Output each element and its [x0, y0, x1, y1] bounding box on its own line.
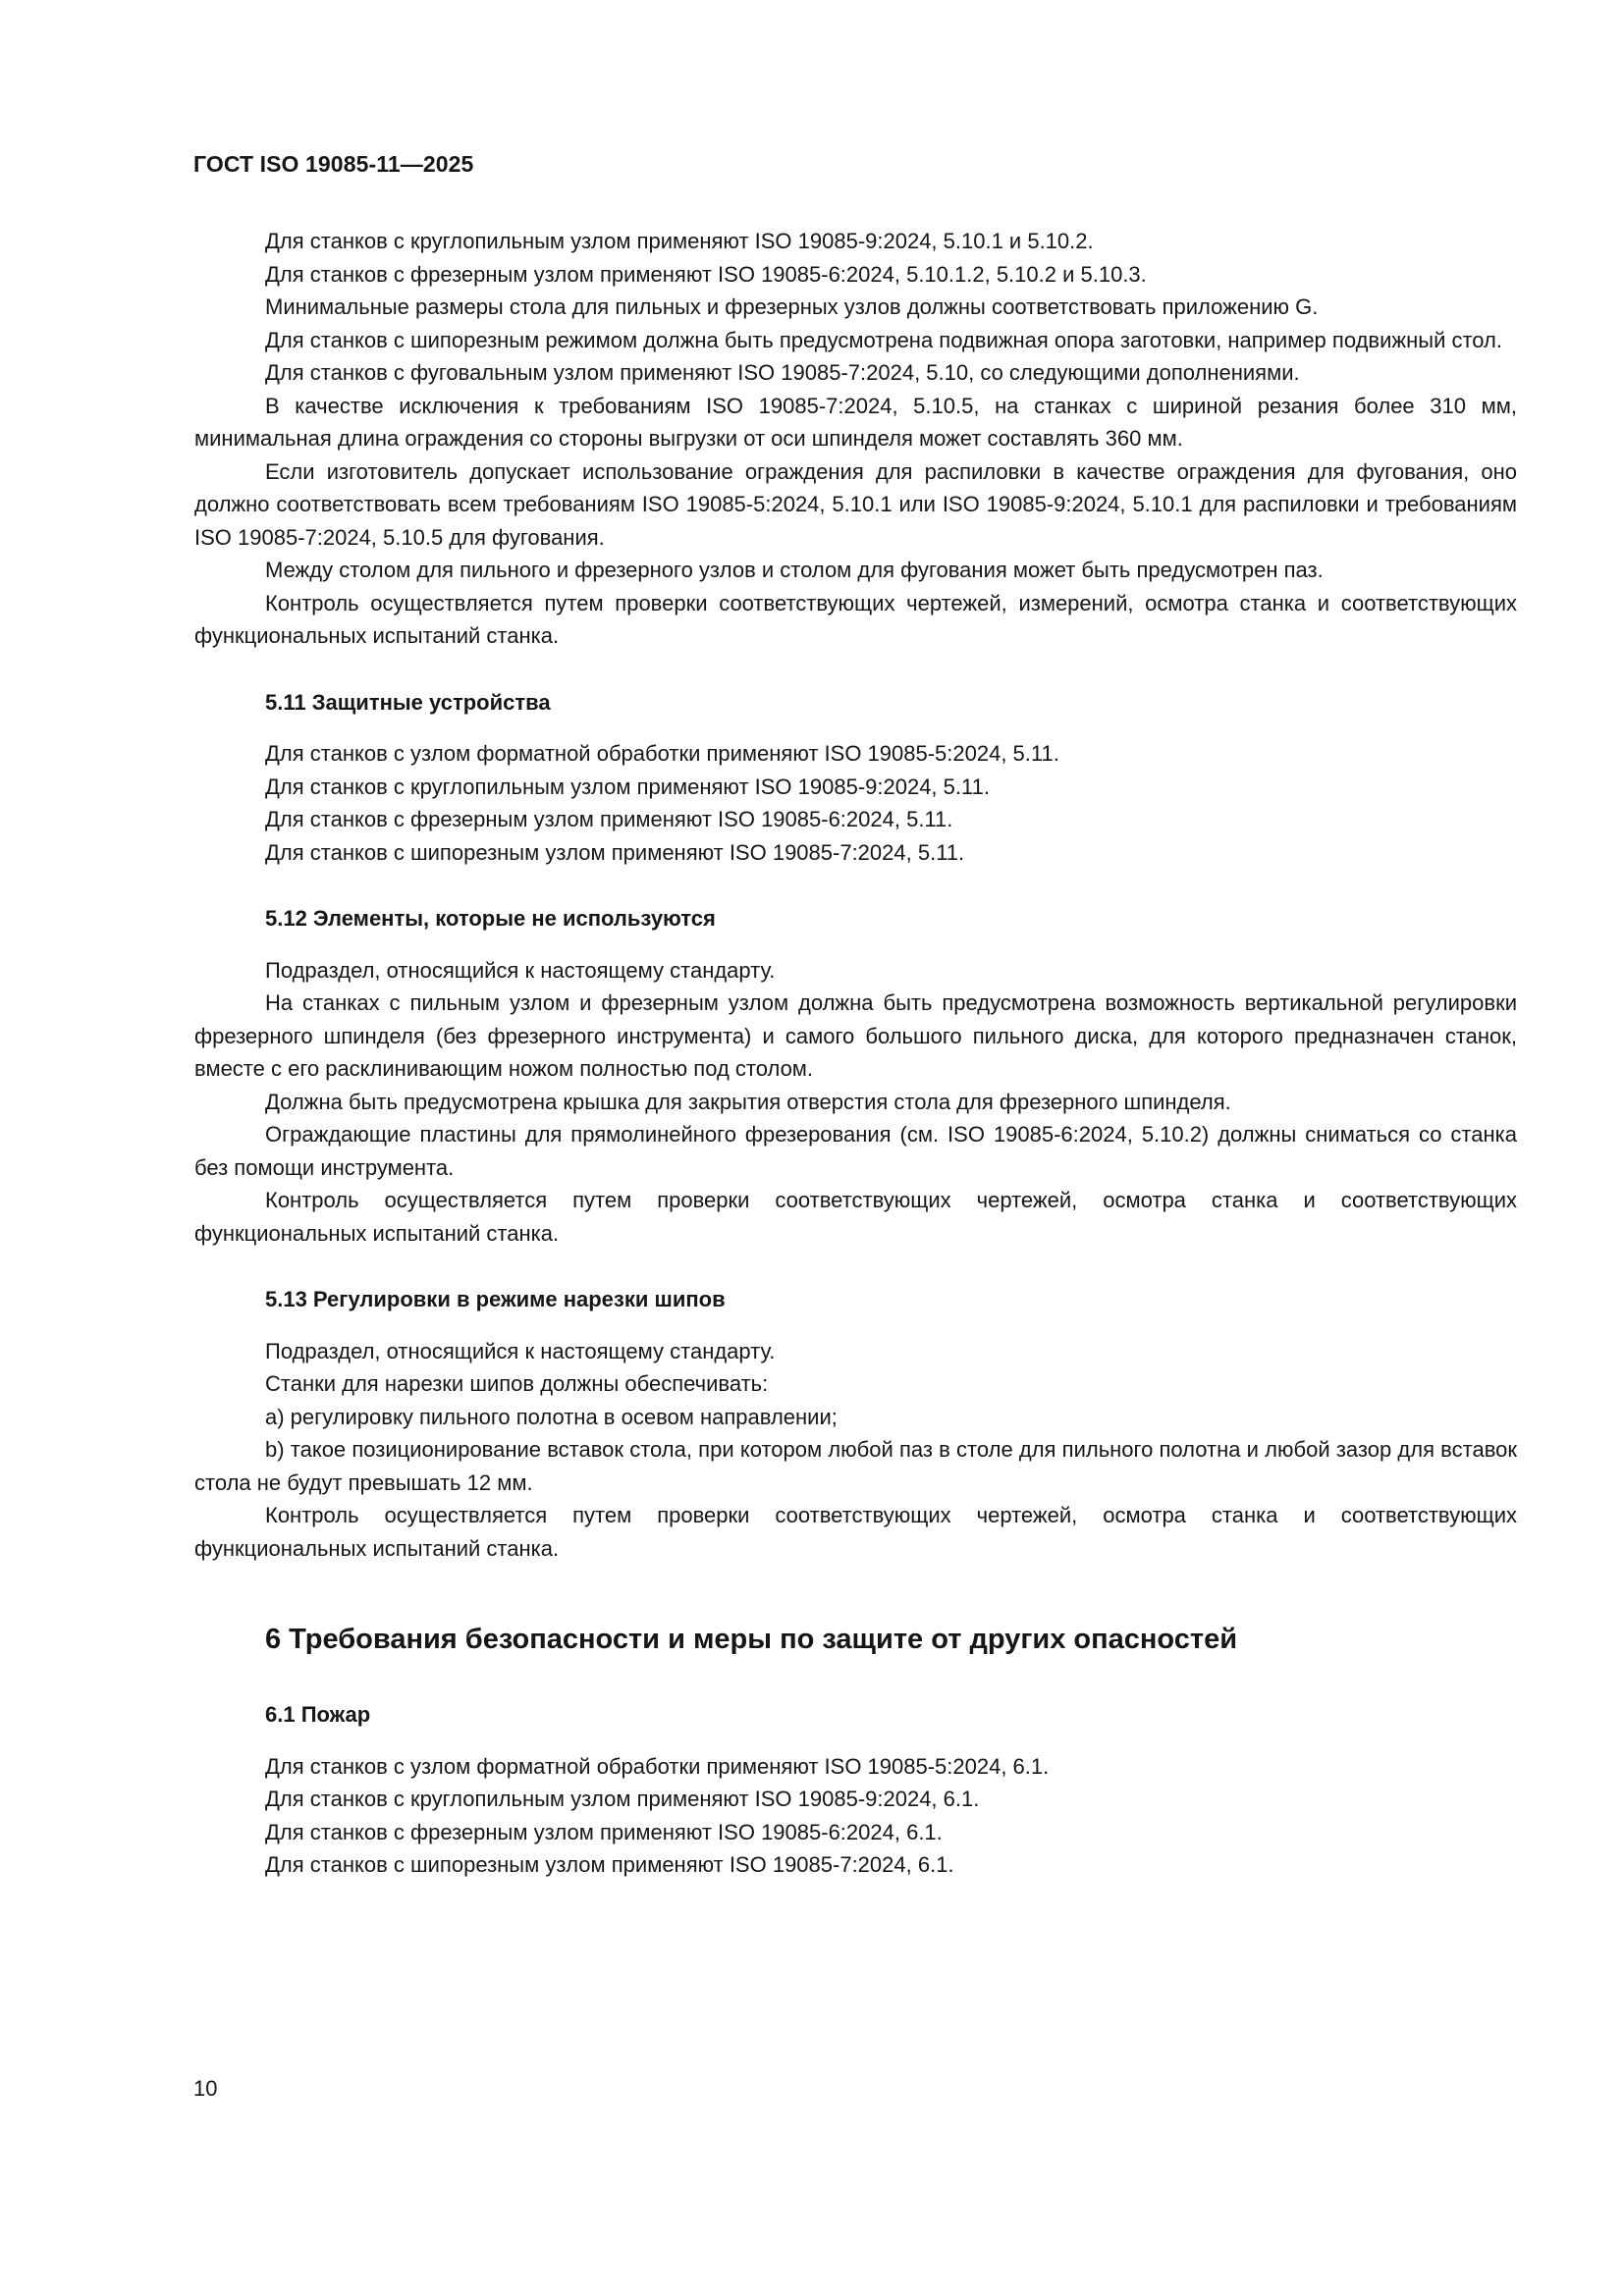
paragraph: Для станков с узлом форматной обработки применяют ISO 19085-5:2024, 5.11. — [265, 741, 1059, 766]
paragraph: Если изготовитель допускает использование ограждения для распиловки в качестве ограждения для фугования, оно должно соответствовать всем требованиям ISO 19085-5:2024, 5.10.1 или ISO 19085-9:2024, 5.10.1 для распиловки и требованиям ISO 19085-7:2024, 5.10.5 для фугования. — [194, 458, 1517, 550]
page-number: 10 — [193, 2076, 218, 2101]
section-heading-5-13: 5.13 Регулировки в режиме нарезки шипов — [265, 1287, 726, 1311]
paragraph: Для станков с шипорезным режимом должна быть предусмотрена подвижная опора заготовки, например подвижный стол. — [265, 327, 1502, 352]
section-heading-6: 6 Требования безопасности и меры по защите от других опасностей — [265, 1624, 1238, 1655]
paragraph: Минимальные размеры стола для пильных и фрезерных узлов должны соответствовать приложению G. — [265, 294, 1319, 319]
paragraph: Для станков с фрезерным узлом применяют ISO 19085-6:2024, 6.1. — [265, 1819, 943, 1844]
document-body — [194, 225, 1517, 1882]
paragraph: Для станков с круглопильным узлом применяют ISO 19085-9:2024, 5.11. — [265, 774, 990, 799]
paragraph: Станки для нарезки шипов должны обеспечивать: — [265, 1371, 769, 1396]
paragraph: Для станков с круглопильным узлом применяют ISO 19085-9:2024, 6.1. — [265, 1787, 980, 1811]
section-heading-5-11: 5.11 Защитные устройства — [265, 689, 551, 715]
paragraph: Для станков с фрезерным узлом применяют ISO 19085-6:2024, 5.10.1.2, 5.10.2 и 5.10.3. — [265, 261, 1147, 287]
list-item-a: a) регулировку пильного полотна в осевом направлении; — [265, 1404, 838, 1429]
paragraph: Между столом для пильного и фрезерного узлов и столом для фугования может быть предусмотрен паз. — [265, 558, 1324, 582]
section-heading-5-12: 5.12 Элементы, которые не используются — [265, 906, 716, 931]
paragraph: Должна быть предусмотрена крышка для закрытия отверстия стола для фрезерного шпинделя. — [265, 1089, 1231, 1114]
paragraph: Контроль осуществляется путем проверки соответствующих чертежей, осмотра станка и соответствующих функциональных испытаний станка. — [194, 1503, 1517, 1561]
document-header: ГОСТ ISO 19085-11—2025 — [193, 151, 474, 177]
paragraph: Для станков с круглопильным узлом применяют ISO 19085-9:2024, 5.10.1 и 5.10.2. — [265, 229, 1094, 253]
paragraph: Контроль осуществляется путем проверки соответствующих чертежей, измерений, осмотра станка и соответствующих функциональных испытаний станка. — [194, 590, 1517, 648]
paragraph: В качестве исключения к требованиям ISO 19085-7:2024, 5.10.5, на станках с шириной резания более 310 мм, минимальная длина ограждения со стороны выгрузки от оси шпинделя может составлять 360 мм. — [194, 393, 1517, 451]
paragraph: На станках с пильным узлом и фрезерным узлом должна быть предусмотрена возможность вертикальной регулировки фрезерного шпинделя (без фрезерного инструмента) и самого большого пильного диска, для которого предназначен станок, вместе с его расклинивающим ножом полностью под столом. — [194, 990, 1517, 1081]
paragraph: Для станков с узлом форматной обработки применяют ISO 19085-5:2024, 6.1. — [265, 1753, 1050, 1779]
paragraph: Ограждающие пластины для прямолинейного фрезерования (см. ISO 19085-6:2024, 5.10.2) должны сниматься со станка без помощи инструмента. — [194, 1122, 1517, 1180]
paragraph: Для станков с шипорезным узлом применяют ISO 19085-7:2024, 5.11. — [265, 839, 965, 865]
paragraph: Контроль осуществляется путем проверки соответствующих чертежей, осмотра станка и соответствующих функциональных испытаний станка. — [194, 1188, 1517, 1246]
section-heading-6-1: 6.1 Пожар — [265, 1702, 371, 1727]
list-item-b: b) такое позиционирование вставок стола, при котором любой паз в столе для пильного полотна и любой зазор для вставок стола не будут превышать 12 мм. — [194, 1437, 1517, 1495]
paragraph: Подраздел, относящийся к настоящему стандарту. — [265, 957, 776, 983]
paragraph: Для станков с фуговальным узлом применяют ISO 19085-7:2024, 5.10, со следующими дополнениями. — [265, 360, 1300, 385]
paragraph: Для станков с фрезерным узлом применяют ISO 19085-6:2024, 5.11. — [265, 807, 953, 831]
paragraph: Для станков с шипорезным узлом применяют ISO 19085-7:2024, 6.1. — [265, 1852, 954, 1877]
paragraph: Подраздел, относящийся к настоящему стандарту. — [265, 1338, 776, 1363]
